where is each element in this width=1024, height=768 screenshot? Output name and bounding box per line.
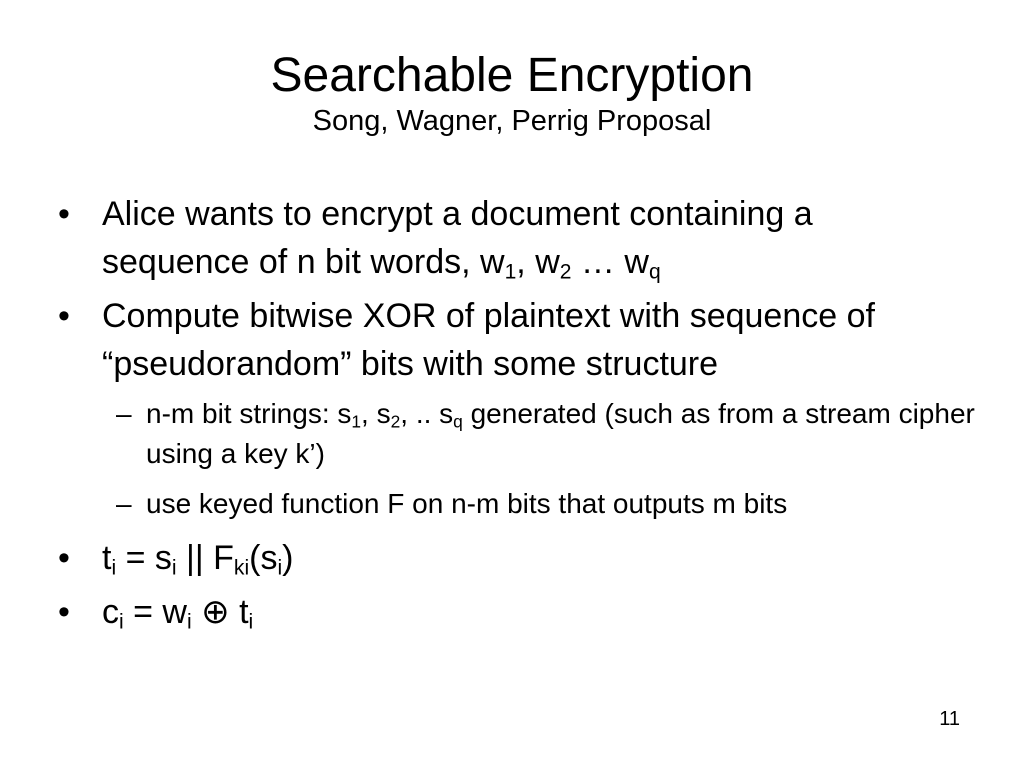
bullet-formula-t: • $t_i = s_i$ || $F_{ki}(s_i)$: [58, 534, 988, 582]
sub-bullet-text: use keyed function F on n-m bits that outputs m bits: [146, 488, 788, 519]
sub-bullet-keyed-function: [58, 484, 988, 524]
bullet-text: Alice wants to encrypt a document containing a: [102, 195, 813, 233]
bullet-text: Compute bitwise XOR of plaintext with sequence of “pseudorandom” bits with some structure: [102, 297, 875, 383]
bullet-marker: •: [58, 539, 70, 577]
bullet-alice: • Alice wants to encrypt a document containing a sequence of n bit words, $w_1$, $w_2$ … $w_q$: [58, 190, 988, 286]
slide-subtitle: Song, Wagner, Perrig Proposal: [312, 105, 712, 137]
title-block: [0, 48, 1024, 138]
page-number: 11: [939, 708, 960, 730]
bullet-xor: [58, 292, 988, 388]
sub-bullet-marker: –: [116, 488, 132, 519]
slide-title: Searchable Encryption: [270, 49, 754, 102]
slide-body: [58, 190, 988, 642]
bullet-marker: •: [58, 195, 70, 233]
bullet-formula-c: • $c_i = w_i$ ⊕ $t_i$: [58, 588, 988, 636]
bullet-marker: •: [58, 297, 70, 335]
sub-bullet-marker: –: [116, 398, 132, 429]
bullet-marker: •: [58, 593, 70, 631]
sub-bullet-strings: – n-m bit strings: $s_1$, $s_2$, .. $s_q$ generated (such as from a stream cipher using a key k’): [58, 394, 988, 474]
